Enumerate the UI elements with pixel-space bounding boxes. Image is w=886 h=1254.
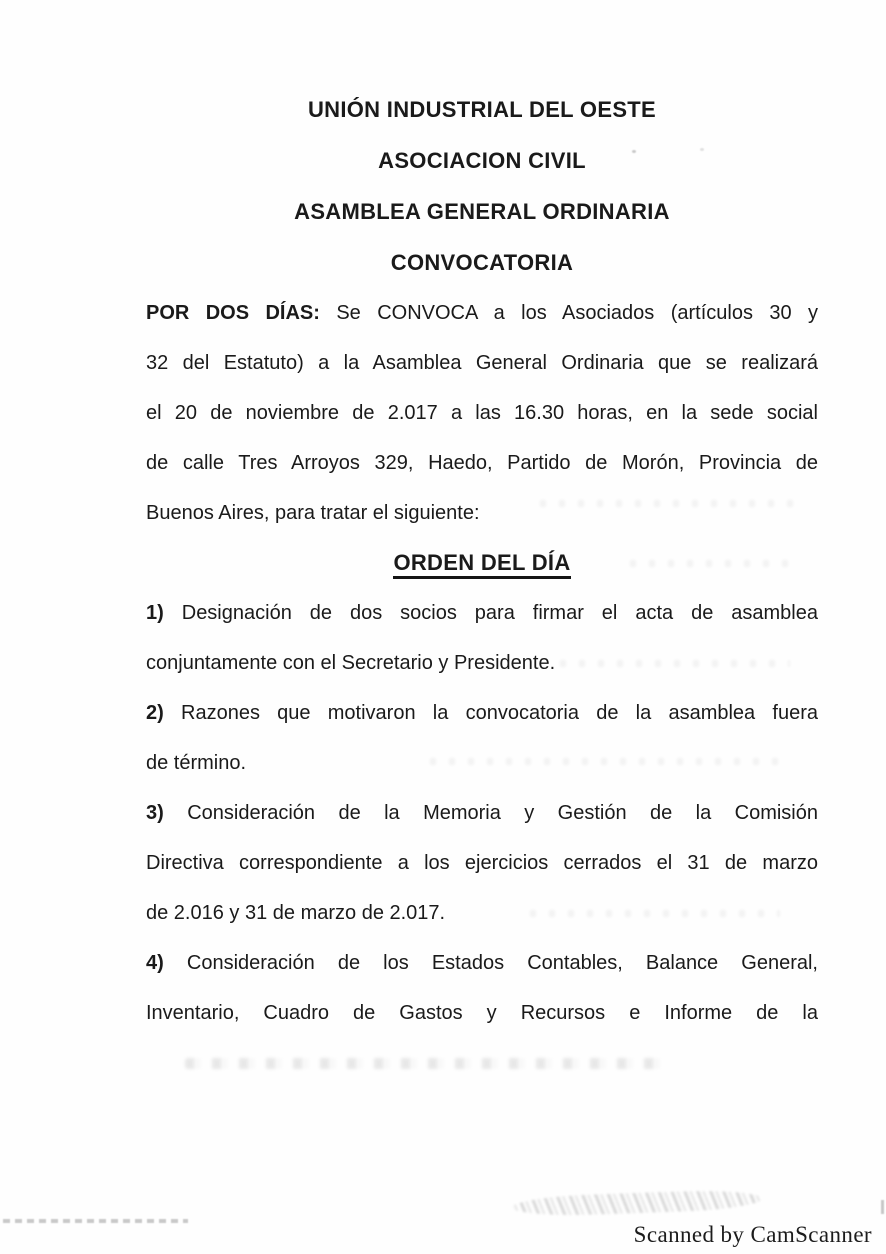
agenda-item-4-line-1 <box>146 938 818 988</box>
paragraph-text: de calle Tres Arroyos 329, Haedo, Partido de Morón, Provincia de <box>146 452 818 474</box>
item-text: Razones que motivaron la convocatoria de la asamblea fuera <box>163 702 818 724</box>
item-number-1: 1) <box>146 602 164 624</box>
agenda-item-4-line-2 <box>146 988 818 1038</box>
bleed-through-artifact <box>630 560 800 567</box>
bleed-through-artifact <box>540 500 800 507</box>
document-subtitle-asamblea: ASAMBLEA GENERAL ORDINARIA <box>294 199 670 224</box>
document-title: UNIÓN INDUSTRIAL DEL OESTE <box>307 97 656 122</box>
orden-del-dia-underlined-text: ORDEN DEL DÍA <box>393 550 570 579</box>
bleed-through-artifact <box>530 910 780 917</box>
right-edge-mark-artifact <box>881 1200 884 1214</box>
item-text: Consideración de los Estados Contables, Balance General, <box>163 952 818 974</box>
bleed-through-artifact <box>560 660 790 667</box>
paragraph-text: el 20 de noviembre de 2.017 a las 16.30 horas, en la sede social <box>146 402 818 424</box>
scan-speck-artifact <box>632 150 636 153</box>
item-text: Designación de dos socios para firmar el acta de asamblea <box>163 602 818 624</box>
bottom-edge-dots-artifact <box>3 1219 188 1223</box>
item-text: de término. <box>146 752 247 774</box>
paragraph-line-5 <box>146 488 818 538</box>
ghost-text-artifact <box>185 1058 665 1069</box>
paragraph-text: Se CONVOCA a los Asociados (artículos 30 y <box>319 302 818 324</box>
paragraph-text: 32 del Estatuto) a la Asamblea General Ordinaria que se realizará <box>146 352 818 374</box>
scan-speck-artifact <box>700 148 704 151</box>
paragraph-line-4 <box>146 438 818 488</box>
document-content <box>146 0 818 1038</box>
camscanner-watermark: Scanned by CamScanner <box>633 1222 872 1247</box>
agenda-item-3-line-2 <box>146 838 818 888</box>
agenda-item-2-line-1 <box>146 688 818 738</box>
document-subtitle-asociacion: ASOCIACION CIVIL <box>378 148 586 173</box>
agenda-item-1-line-1 <box>146 588 818 638</box>
bleed-through-artifact <box>430 758 790 765</box>
smudge-artifact <box>512 1189 763 1218</box>
paragraph-text: Buenos Aires, para tratar el siguiente: <box>146 502 480 524</box>
paragraph-line-3 <box>146 388 818 438</box>
title-block <box>146 84 818 288</box>
item-number-4: 4) <box>146 952 164 974</box>
document-subtitle-convocatoria: CONVOCATORIA <box>390 250 574 275</box>
paragraph-line-1 <box>146 288 818 338</box>
item-text: Inventario, Cuadro de Gastos y Recursos e Informe de la <box>146 1002 818 1024</box>
item-text: conjuntamente con el Secretario y Presidente. <box>146 652 556 674</box>
item-text: de 2.016 y 31 de marzo de 2.017. <box>146 902 446 924</box>
item-text: Directiva correspondiente a los ejercicios cerrados el 31 de marzo <box>146 852 818 874</box>
agenda-item-3-line-1 <box>146 788 818 838</box>
bold-lead-por-dos-dias: POR DOS DÍAS: <box>146 302 320 324</box>
item-text: Consideración de la Memoria y Gestión de la Comisión <box>163 802 818 824</box>
paragraph-line-2 <box>146 338 818 388</box>
item-number-3: 3) <box>146 802 164 824</box>
item-number-2: 2) <box>146 702 164 724</box>
